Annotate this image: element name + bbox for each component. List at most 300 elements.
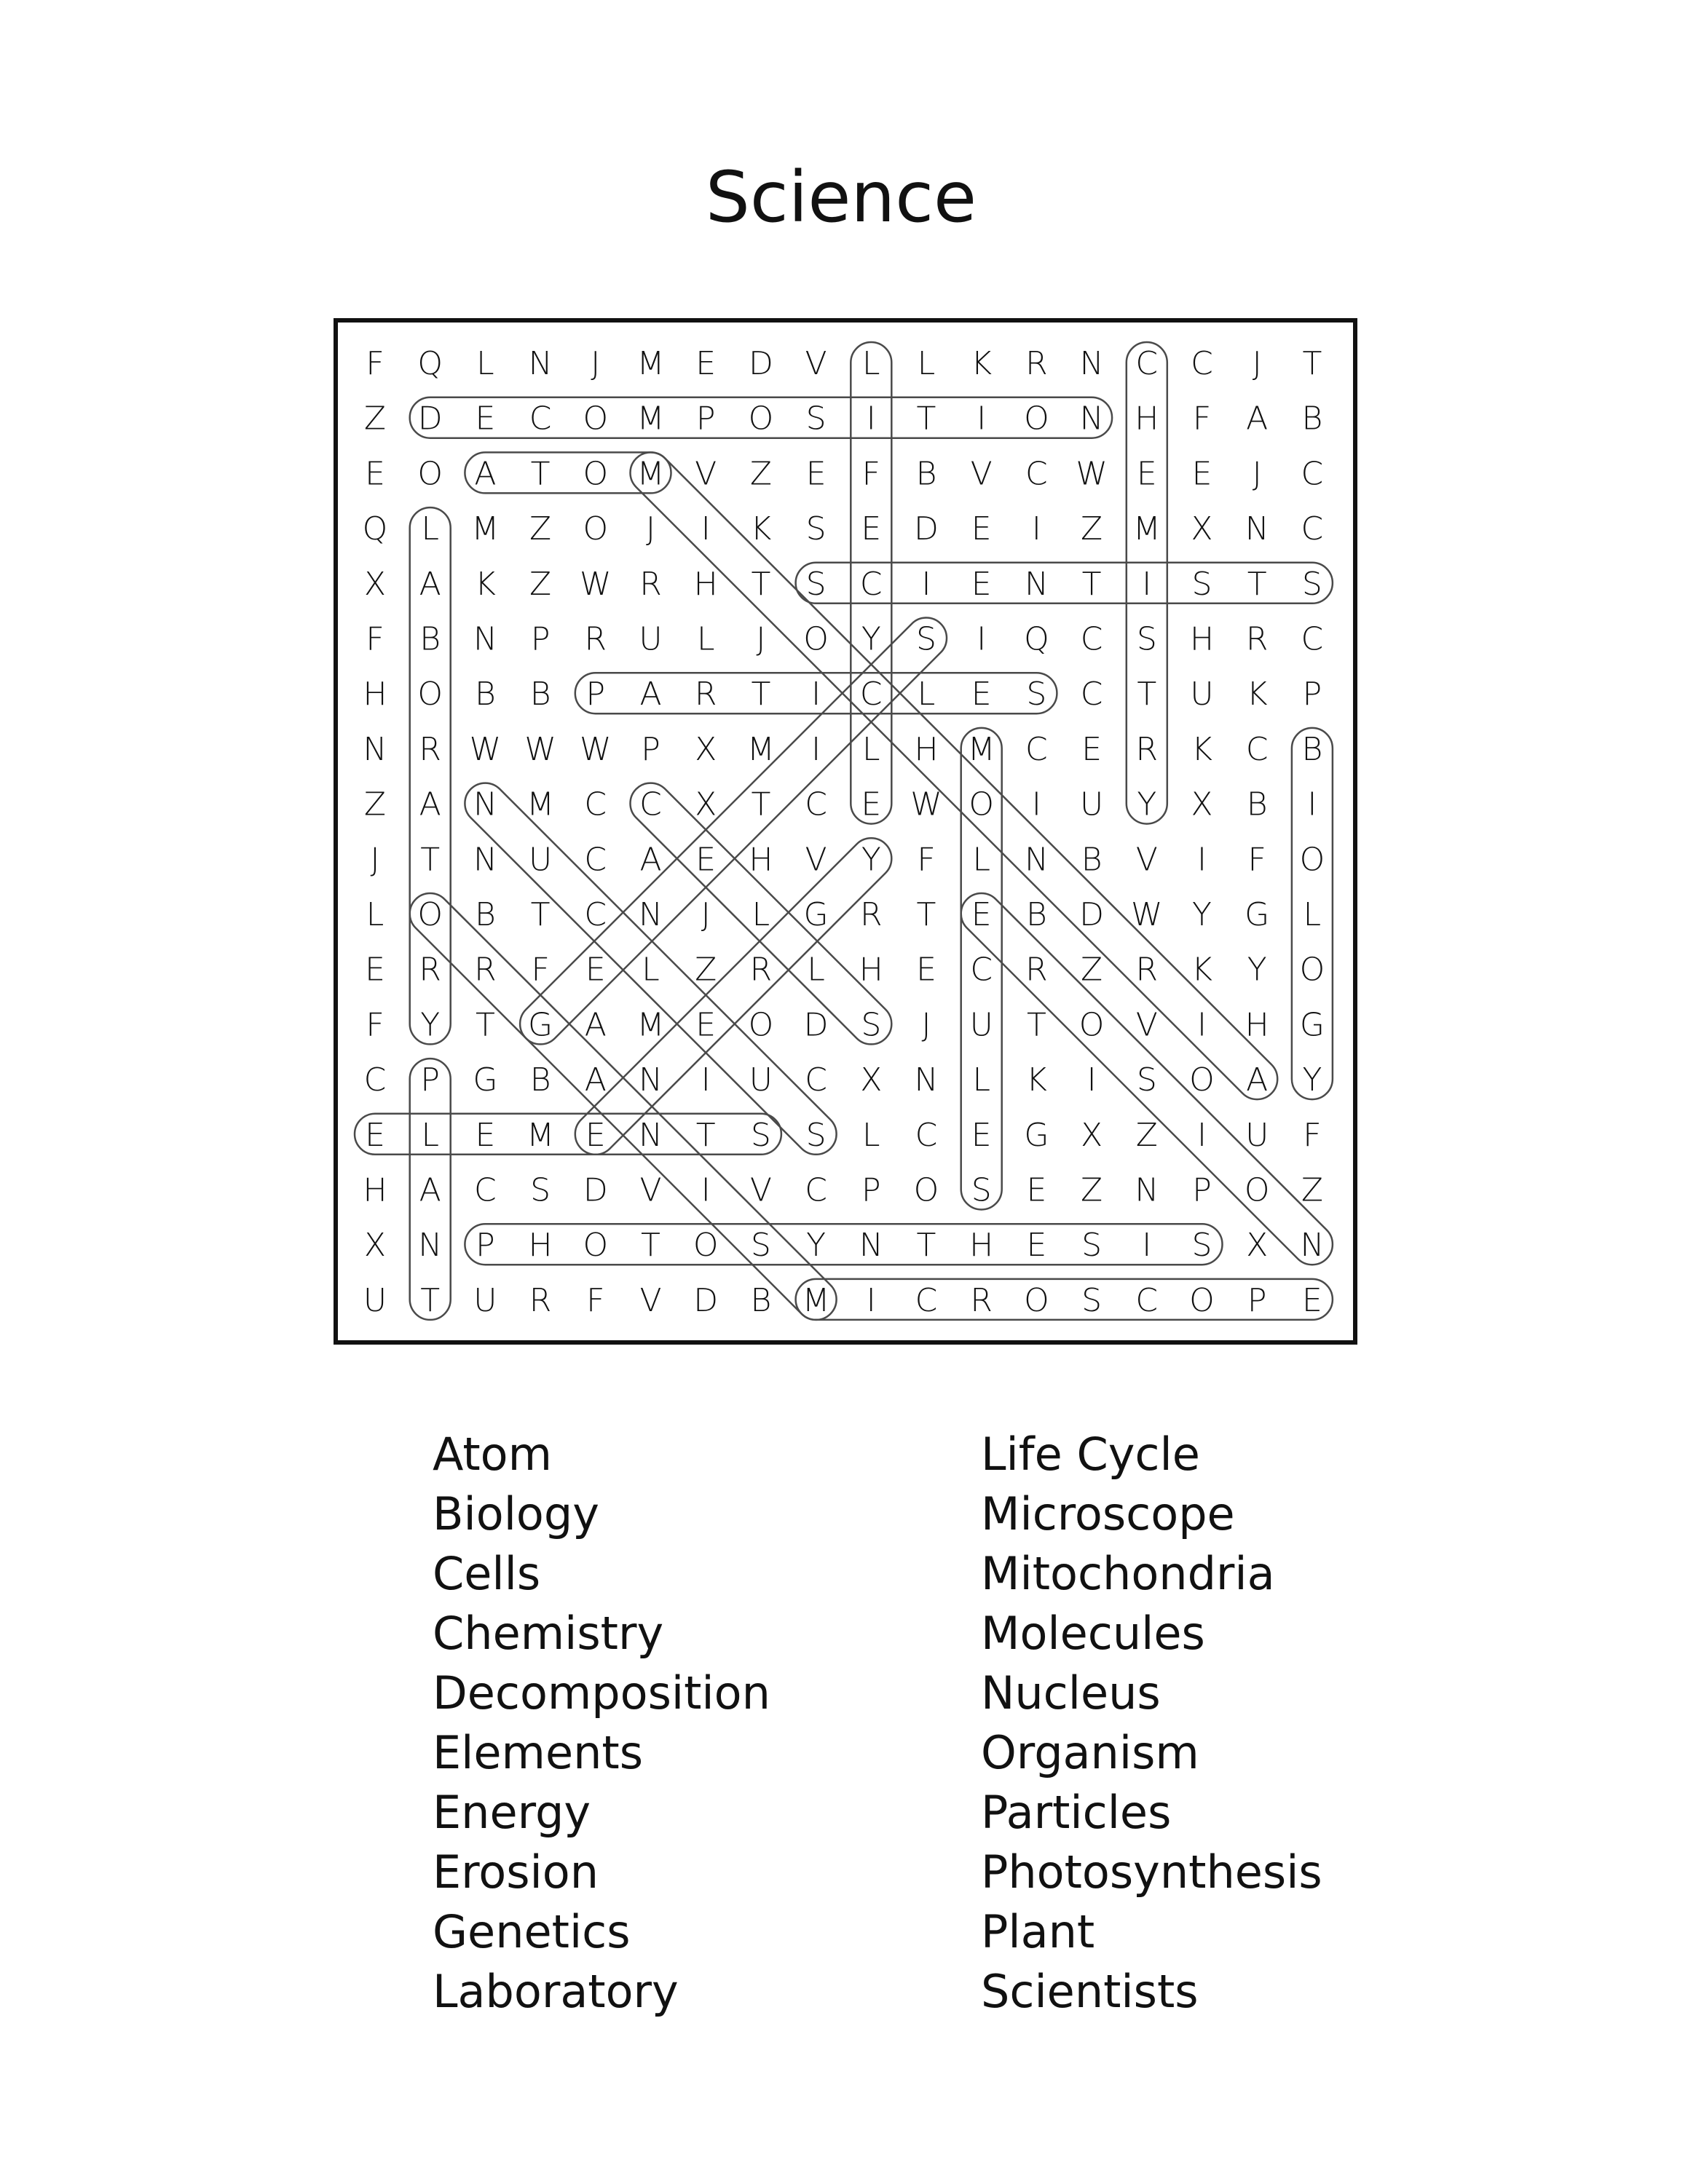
grid-letter[interactable]: H	[749, 841, 773, 879]
grid-letter[interactable]: F	[366, 345, 384, 382]
grid-letter[interactable]: V	[805, 841, 827, 879]
grid-letter[interactable]: B	[529, 676, 551, 713]
grid-letter[interactable]: U	[639, 620, 663, 658]
grid-letter[interactable]: I	[977, 620, 987, 658]
grid-letter[interactable]: O	[583, 455, 609, 493]
grid-letter[interactable]: X	[1191, 510, 1213, 548]
grid-letter[interactable]: O	[1024, 1281, 1049, 1319]
grid-letter[interactable]: X	[363, 565, 387, 603]
grid-letter[interactable]: F	[917, 841, 936, 879]
grid-letter[interactable]: O	[1299, 841, 1325, 879]
grid-letter[interactable]: S	[971, 1171, 992, 1209]
grid-letter[interactable]: S	[805, 400, 827, 438]
grid-letter[interactable]: I	[1086, 1061, 1097, 1099]
grid-letter[interactable]: E	[695, 1006, 717, 1044]
grid-letter[interactable]: L	[917, 345, 936, 382]
grid-letter[interactable]: W	[524, 730, 556, 768]
grid-letter[interactable]: Y	[861, 620, 881, 658]
grid-letter[interactable]: T	[916, 1227, 936, 1265]
grid-letter[interactable]: V	[805, 345, 827, 382]
grid-letter[interactable]: C	[970, 951, 993, 989]
grid-letter[interactable]: K	[1246, 676, 1268, 713]
grid-letter[interactable]: O	[803, 620, 829, 658]
grid-letter[interactable]: P	[476, 1227, 495, 1265]
grid-letter[interactable]: T	[1302, 345, 1322, 382]
grid-letter[interactable]: V	[695, 455, 717, 493]
grid-letter[interactable]: C	[584, 841, 607, 879]
grid-letter[interactable]: I	[1031, 786, 1041, 823]
grid-letter[interactable]: L	[696, 620, 715, 658]
grid-letter[interactable]: B	[1025, 896, 1047, 933]
grid-letter[interactable]: Y	[1302, 1061, 1322, 1099]
grid-letter[interactable]: J	[370, 841, 380, 879]
grid-letter[interactable]: H	[693, 565, 718, 603]
grid-letter[interactable]: D	[693, 1281, 719, 1319]
grid-letter[interactable]: E	[695, 841, 717, 879]
grid-letter[interactable]: Q	[417, 345, 443, 382]
grid-letter[interactable]: O	[748, 400, 774, 438]
grid-letter[interactable]: D	[803, 1006, 829, 1044]
grid-letter[interactable]: A	[1246, 400, 1269, 438]
grid-letter[interactable]: I	[701, 510, 711, 548]
grid-letter[interactable]: C	[915, 1281, 938, 1319]
grid-letter[interactable]: C	[1080, 676, 1103, 713]
grid-letter[interactable]: I	[977, 400, 987, 438]
grid-letter[interactable]: W	[469, 730, 502, 768]
grid-letter[interactable]: C	[805, 1061, 827, 1099]
grid-letter[interactable]: N	[1300, 1227, 1325, 1265]
grid-letter[interactable]: O	[913, 1171, 939, 1209]
grid-letter[interactable]: S	[916, 620, 936, 658]
grid-letter[interactable]: O	[417, 455, 443, 493]
grid-letter[interactable]: B	[915, 455, 937, 493]
grid-letter[interactable]: I	[1307, 786, 1317, 823]
grid-letter[interactable]: T	[751, 565, 771, 603]
grid-letter[interactable]: N	[639, 1061, 663, 1099]
grid-letter[interactable]: U	[528, 841, 553, 879]
grid-letter[interactable]: X	[1081, 1116, 1103, 1154]
grid-letter[interactable]: U	[473, 1281, 497, 1319]
grid-letter[interactable]: F	[1303, 1116, 1322, 1154]
grid-letter[interactable]: O	[693, 1227, 719, 1265]
grid-letter[interactable]: A	[474, 455, 497, 493]
grid-letter[interactable]: R	[529, 1281, 552, 1319]
grid-letter[interactable]: U	[1190, 676, 1214, 713]
grid-letter[interactable]: U	[969, 1006, 993, 1044]
grid-letter[interactable]: M	[1132, 510, 1161, 548]
grid-letter[interactable]: L	[476, 345, 494, 382]
grid-letter[interactable]: C	[805, 786, 827, 823]
grid-letter[interactable]: M	[636, 345, 665, 382]
grid-letter[interactable]: P	[530, 620, 551, 658]
grid-letter[interactable]: G	[1024, 1116, 1049, 1154]
grid-letter[interactable]: T	[420, 1281, 441, 1319]
grid-letter[interactable]: Z	[529, 565, 552, 603]
grid-letter[interactable]: U	[749, 1061, 773, 1099]
grid-letter[interactable]: A	[419, 1171, 441, 1209]
grid-letter[interactable]: Y	[861, 841, 881, 879]
grid-letter[interactable]: H	[363, 1171, 387, 1209]
grid-letter[interactable]: T	[530, 896, 551, 933]
grid-letter[interactable]: E	[475, 1116, 496, 1154]
grid-letter[interactable]: C	[1301, 620, 1324, 658]
grid-letter[interactable]: O	[969, 786, 995, 823]
grid-letter[interactable]: Z	[1081, 951, 1103, 989]
grid-letter[interactable]: B	[750, 1281, 772, 1319]
grid-letter[interactable]: E	[1026, 1227, 1047, 1265]
grid-letter[interactable]: L	[642, 951, 660, 989]
grid-letter[interactable]: C	[639, 786, 662, 823]
grid-letter[interactable]: A	[1246, 1061, 1269, 1099]
grid-letter[interactable]: O	[583, 1227, 609, 1265]
grid-letter[interactable]: L	[366, 896, 384, 933]
grid-letter[interactable]: S	[1191, 1227, 1212, 1265]
grid-letter[interactable]: V	[1135, 841, 1158, 879]
grid-letter[interactable]: I	[1197, 841, 1207, 879]
grid-letter[interactable]: M	[636, 455, 665, 493]
grid-letter[interactable]: L	[752, 896, 770, 933]
grid-letter[interactable]: P	[1247, 1281, 1267, 1319]
grid-letter[interactable]: E	[971, 565, 992, 603]
grid-letter[interactable]: I	[701, 1061, 711, 1099]
grid-letter[interactable]: M	[746, 730, 775, 768]
grid-letter[interactable]: T	[751, 676, 771, 713]
grid-letter[interactable]: O	[417, 676, 443, 713]
grid-letter[interactable]: F	[861, 455, 880, 493]
grid-letter[interactable]: S	[805, 1116, 827, 1154]
grid-letter[interactable]: J	[646, 510, 655, 548]
grid-letter[interactable]: W	[580, 730, 612, 768]
grid-letter[interactable]: N	[1135, 1171, 1159, 1209]
grid-letter[interactable]: B	[419, 620, 441, 658]
grid-letter[interactable]: C	[1301, 455, 1324, 493]
grid-letter[interactable]: B	[474, 676, 496, 713]
grid-letter[interactable]: Y	[420, 1006, 441, 1044]
grid-letter[interactable]: N	[473, 841, 497, 879]
grid-letter[interactable]: I	[1142, 565, 1152, 603]
grid-letter[interactable]: E	[585, 951, 606, 989]
grid-letter[interactable]: Z	[749, 455, 772, 493]
grid-letter[interactable]: C	[805, 1171, 827, 1209]
grid-letter[interactable]: M	[526, 786, 555, 823]
grid-letter[interactable]: Z	[1135, 1116, 1158, 1154]
grid-letter[interactable]: H	[528, 1227, 553, 1265]
grid-letter[interactable]: H	[859, 951, 883, 989]
grid-letter[interactable]: S	[805, 510, 827, 548]
grid-letter[interactable]: F	[1247, 841, 1266, 879]
grid-letter[interactable]: S	[750, 1116, 771, 1154]
grid-letter[interactable]: R	[1025, 345, 1048, 382]
grid-letter[interactable]: C	[1191, 345, 1213, 382]
grid-letter[interactable]: Q	[362, 510, 388, 548]
grid-letter[interactable]: T	[420, 841, 441, 879]
grid-letter[interactable]: N	[859, 1227, 883, 1265]
grid-letter[interactable]: K	[1025, 1061, 1047, 1099]
grid-letter[interactable]: E	[971, 676, 992, 713]
grid-letter[interactable]: O	[583, 510, 609, 548]
grid-letter[interactable]: C	[1025, 730, 1048, 768]
grid-letter[interactable]: D	[748, 345, 773, 382]
grid-letter[interactable]: F	[366, 620, 384, 658]
grid-letter[interactable]: X	[1246, 1227, 1269, 1265]
grid-letter[interactable]: R	[584, 620, 607, 658]
grid-letter[interactable]: C	[1025, 455, 1048, 493]
grid-letter[interactable]: A	[584, 1061, 607, 1099]
grid-letter[interactable]: R	[474, 951, 497, 989]
grid-letter[interactable]: P	[1302, 676, 1322, 713]
grid-letter[interactable]: P	[641, 730, 660, 768]
grid-letter[interactable]: R	[749, 951, 773, 989]
grid-letter[interactable]: Z	[363, 786, 387, 823]
grid-letter[interactable]: B	[1301, 730, 1323, 768]
grid-letter[interactable]: H	[1245, 1006, 1269, 1044]
grid-letter[interactable]: M	[636, 1006, 665, 1044]
grid-letter[interactable]: X	[363, 1227, 387, 1265]
grid-letter[interactable]: V	[970, 455, 993, 493]
grid-letter[interactable]: E	[1136, 455, 1157, 493]
grid-letter[interactable]: H	[1135, 400, 1159, 438]
grid-letter[interactable]: E	[365, 455, 385, 493]
grid-letter[interactable]: C	[1245, 730, 1269, 768]
grid-letter[interactable]: S	[1136, 1061, 1157, 1099]
grid-letter[interactable]: D	[417, 400, 443, 438]
grid-letter[interactable]: Y	[1192, 896, 1212, 933]
grid-letter[interactable]: S	[1026, 676, 1047, 713]
grid-letter[interactable]: P	[695, 400, 716, 438]
grid-letter[interactable]: E	[861, 786, 882, 823]
grid-letter[interactable]: K	[750, 510, 772, 548]
grid-letter[interactable]: T	[695, 1116, 716, 1154]
grid-letter[interactable]: S	[750, 1227, 771, 1265]
grid-letter[interactable]: R	[1245, 620, 1269, 658]
grid-letter[interactable]: S	[805, 565, 827, 603]
grid-letter[interactable]: C	[859, 565, 883, 603]
grid-letter[interactable]: A	[584, 1006, 607, 1044]
grid-letter[interactable]: E	[365, 1116, 385, 1154]
grid-letter[interactable]: Z	[529, 510, 552, 548]
grid-letter[interactable]: J	[701, 896, 711, 933]
grid-letter[interactable]: T	[475, 1006, 495, 1044]
grid-letter[interactable]: O	[1189, 1061, 1215, 1099]
grid-letter[interactable]: I	[1142, 1227, 1152, 1265]
grid-letter[interactable]: E	[971, 896, 992, 933]
grid-letter[interactable]: N	[639, 1116, 663, 1154]
grid-letter[interactable]: K	[971, 345, 993, 382]
grid-letter[interactable]: N	[914, 1061, 939, 1099]
grid-letter[interactable]: S	[1191, 565, 1212, 603]
grid-letter[interactable]: I	[866, 1281, 876, 1319]
grid-letter[interactable]: N	[639, 896, 663, 933]
grid-letter[interactable]: Z	[363, 400, 387, 438]
grid-letter[interactable]: I	[811, 676, 821, 713]
grid-letter[interactable]: E	[861, 510, 882, 548]
grid-letter[interactable]: T	[530, 455, 551, 493]
grid-letter[interactable]: S	[1136, 620, 1157, 658]
grid-letter[interactable]: B	[474, 896, 496, 933]
grid-letter[interactable]: G	[1299, 1006, 1325, 1044]
grid-letter[interactable]: P	[861, 1171, 881, 1209]
grid-letter[interactable]: M	[526, 1116, 555, 1154]
grid-letter[interactable]: K	[474, 565, 496, 603]
grid-letter[interactable]: H	[969, 1227, 994, 1265]
grid-letter[interactable]: L	[421, 1116, 439, 1154]
grid-letter[interactable]: R	[970, 1281, 993, 1319]
grid-letter[interactable]: O	[1189, 1281, 1215, 1319]
grid-letter[interactable]: T	[1081, 565, 1102, 603]
grid-letter[interactable]: S	[1301, 565, 1322, 603]
grid-letter[interactable]: C	[529, 400, 552, 438]
grid-letter[interactable]: R	[860, 896, 883, 933]
grid-letter[interactable]: U	[1079, 786, 1104, 823]
grid-letter[interactable]: K	[1191, 951, 1212, 989]
grid-letter[interactable]: T	[751, 786, 771, 823]
grid-letter[interactable]: T	[641, 1227, 660, 1265]
grid-letter[interactable]: F	[586, 1281, 605, 1319]
grid-letter[interactable]: Q	[1024, 620, 1049, 658]
grid-letter[interactable]: W	[1076, 455, 1108, 493]
grid-letter[interactable]: B	[1301, 400, 1323, 438]
grid-letter[interactable]: Z	[695, 951, 717, 989]
grid-letter[interactable]: P	[420, 1061, 440, 1099]
grid-letter[interactable]: W	[910, 786, 942, 823]
grid-letter[interactable]: I	[811, 730, 821, 768]
grid-letter[interactable]: N	[473, 786, 497, 823]
grid-letter[interactable]: L	[807, 951, 825, 989]
grid-letter[interactable]: X	[695, 786, 717, 823]
grid-letter[interactable]: T	[916, 896, 936, 933]
grid-letter[interactable]: O	[583, 400, 609, 438]
grid-letter[interactable]: P	[1192, 1171, 1212, 1209]
grid-letter[interactable]: V	[1135, 1006, 1158, 1044]
grid-letter[interactable]: V	[639, 1171, 662, 1209]
grid-letter[interactable]: C	[1135, 345, 1159, 382]
grid-letter[interactable]: L	[862, 730, 880, 768]
grid-letter[interactable]: L	[862, 1116, 880, 1154]
grid-letter[interactable]: R	[419, 730, 441, 768]
grid-letter[interactable]: L	[972, 841, 990, 879]
grid-letter[interactable]: H	[363, 676, 387, 713]
grid-letter[interactable]: R	[419, 951, 441, 989]
grid-letter[interactable]: E	[1301, 1281, 1322, 1319]
grid-letter[interactable]: S	[530, 1171, 551, 1209]
grid-letter[interactable]: A	[639, 841, 662, 879]
grid-letter[interactable]: J	[1252, 345, 1262, 382]
grid-letter[interactable]: N	[1079, 345, 1104, 382]
grid-letter[interactable]: R	[639, 565, 662, 603]
grid-letter[interactable]: O	[1078, 1006, 1105, 1044]
grid-letter[interactable]: M	[636, 400, 665, 438]
grid-letter[interactable]: E	[695, 345, 717, 382]
grid-letter[interactable]: G	[803, 896, 829, 933]
grid-letter[interactable]: R	[1135, 730, 1159, 768]
grid-letter[interactable]: J	[756, 620, 766, 658]
grid-letter[interactable]: E	[1081, 730, 1103, 768]
grid-letter[interactable]: I	[921, 565, 931, 603]
grid-letter[interactable]: C	[1080, 620, 1103, 658]
grid-letter[interactable]: L	[862, 345, 880, 382]
grid-letter[interactable]: C	[363, 1061, 387, 1099]
grid-letter[interactable]: O	[1024, 400, 1049, 438]
grid-letter[interactable]: I	[866, 400, 876, 438]
grid-letter[interactable]: G	[473, 1061, 498, 1099]
grid-letter[interactable]: G	[528, 1006, 553, 1044]
grid-letter[interactable]: J	[591, 345, 601, 382]
grid-letter[interactable]: N	[473, 620, 497, 658]
grid-letter[interactable]: D	[1079, 896, 1105, 933]
grid-letter[interactable]: M	[967, 730, 995, 768]
grid-letter[interactable]: I	[1031, 510, 1041, 548]
grid-letter[interactable]: N	[1024, 841, 1049, 879]
grid-letter[interactable]: H	[914, 730, 939, 768]
grid-letter[interactable]: W	[1131, 896, 1163, 933]
grid-letter[interactable]: A	[419, 786, 441, 823]
grid-letter[interactable]: O	[748, 1006, 774, 1044]
grid-letter[interactable]: C	[859, 676, 883, 713]
grid-letter[interactable]: H	[1189, 620, 1215, 658]
grid-letter[interactable]: I	[1197, 1116, 1207, 1154]
grid-letter[interactable]: D	[914, 510, 939, 548]
grid-letter[interactable]: U	[363, 1281, 387, 1319]
grid-letter[interactable]: S	[1081, 1281, 1103, 1319]
grid-letter[interactable]: R	[694, 676, 717, 713]
grid-letter[interactable]: E	[971, 1116, 992, 1154]
grid-letter[interactable]: Y	[1247, 951, 1267, 989]
grid-letter[interactable]: J	[1252, 455, 1262, 493]
grid-letter[interactable]: E	[585, 1116, 606, 1154]
grid-letter[interactable]: V	[749, 1171, 772, 1209]
grid-letter[interactable]: N	[363, 730, 387, 768]
grid-letter[interactable]: X	[695, 730, 717, 768]
grid-letter[interactable]: N	[528, 345, 553, 382]
grid-letter[interactable]: T	[1026, 1006, 1046, 1044]
grid-letter[interactable]: P	[585, 676, 606, 713]
grid-letter[interactable]: R	[1135, 951, 1159, 989]
grid-letter[interactable]: W	[580, 565, 612, 603]
grid-letter[interactable]: B	[529, 1061, 551, 1099]
grid-letter[interactable]: E	[1026, 1171, 1047, 1209]
grid-letter[interactable]: L	[421, 510, 439, 548]
grid-letter[interactable]: C	[584, 896, 607, 933]
grid-letter[interactable]: N	[1245, 510, 1269, 548]
grid-letter[interactable]: I	[701, 1171, 711, 1209]
grid-letter[interactable]: K	[1191, 730, 1212, 768]
grid-letter[interactable]: O	[417, 896, 443, 933]
grid-letter[interactable]: C	[474, 1171, 497, 1209]
grid-letter[interactable]: E	[365, 951, 385, 989]
grid-letter[interactable]: A	[639, 676, 662, 713]
grid-letter[interactable]: C	[1135, 1281, 1159, 1319]
grid-letter[interactable]: R	[1025, 951, 1048, 989]
grid-letter[interactable]: D	[583, 1171, 608, 1209]
grid-letter[interactable]: T	[1247, 565, 1267, 603]
grid-letter[interactable]: G	[1245, 896, 1270, 933]
grid-letter[interactable]: L	[917, 676, 936, 713]
grid-letter[interactable]: F	[1192, 400, 1212, 438]
grid-letter[interactable]: Z	[1301, 1171, 1323, 1209]
grid-letter[interactable]: N	[1024, 565, 1049, 603]
grid-letter[interactable]: B	[1081, 841, 1103, 879]
grid-letter[interactable]: U	[1245, 1116, 1269, 1154]
grid-letter[interactable]: Y	[1137, 786, 1157, 823]
grid-letter[interactable]: F	[531, 951, 550, 989]
grid-letter[interactable]: L	[1303, 896, 1322, 933]
grid-letter[interactable]: X	[860, 1061, 883, 1099]
grid-letter[interactable]: S	[861, 1006, 882, 1044]
grid-letter[interactable]: T	[1137, 676, 1157, 713]
grid-letter[interactable]: S	[1081, 1227, 1103, 1265]
grid-letter[interactable]: X	[1191, 786, 1213, 823]
grid-letter[interactable]: T	[916, 400, 936, 438]
